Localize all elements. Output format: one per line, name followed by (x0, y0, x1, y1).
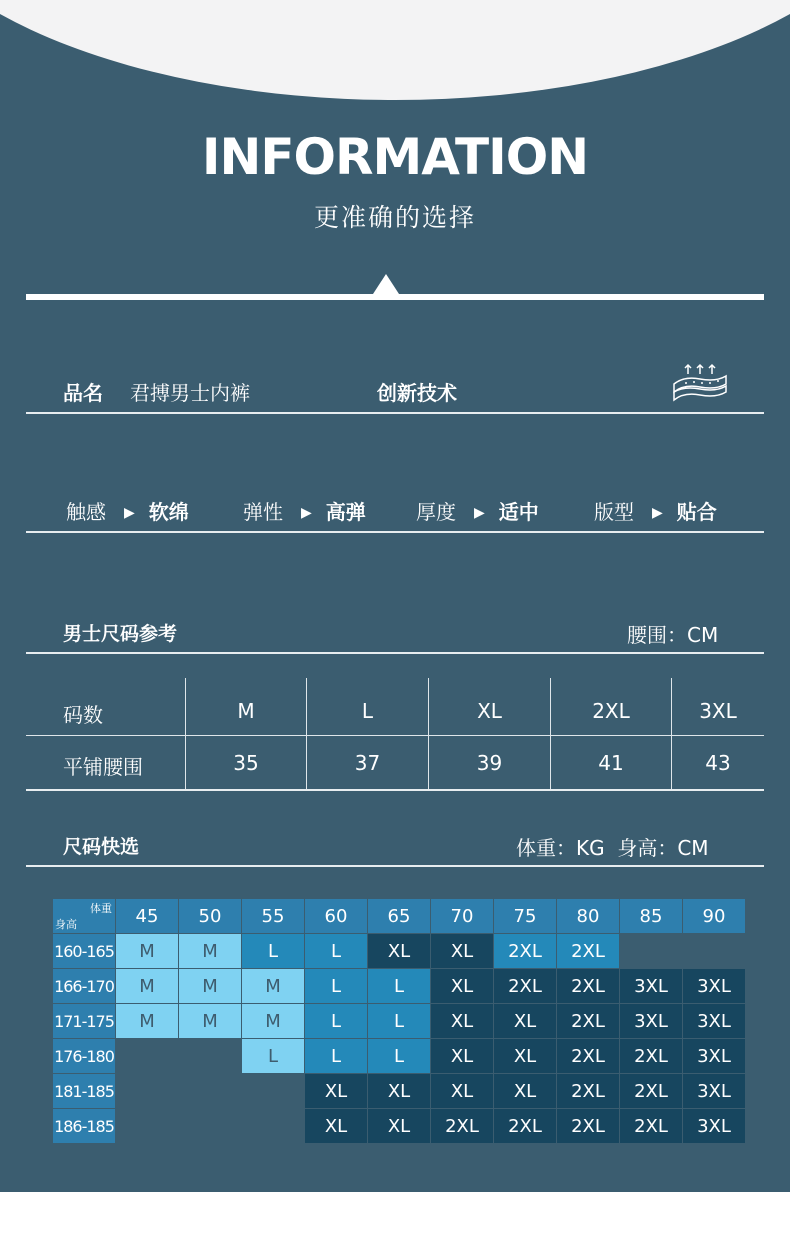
size-cell: XL (477, 699, 502, 723)
size-grid-cell (620, 934, 683, 969)
size-grid-cell: 3XL (683, 1074, 746, 1109)
quick-select-divider (26, 865, 764, 867)
feature-thickness-label: 厚度 (416, 500, 456, 524)
grid-row (53, 1004, 746, 1039)
size-grid-cell: 2XL (557, 1074, 620, 1109)
feature-elasticity (243, 496, 366, 525)
weight-header-cell: 60 (305, 899, 368, 934)
grid-row (53, 1109, 746, 1144)
size-quick-select-grid (52, 898, 746, 1144)
size-cell: 3XL (699, 699, 737, 723)
corner-height-label: 身高 (55, 918, 77, 931)
size-cell: L (361, 699, 374, 723)
waist-cell: 37 (354, 751, 381, 775)
size-grid-cell: L (305, 1004, 368, 1039)
size-grid-cell: 2XL (620, 1109, 683, 1144)
size-grid-cell: 2XL (620, 1074, 683, 1109)
size-grid-cell: M (116, 934, 179, 969)
size-grid-cell: XL (431, 1074, 494, 1109)
size-grid-cell: M (179, 1004, 242, 1039)
size-reference-unit: 腰围：CM (627, 623, 719, 647)
height-label-cell: 171-175 (53, 1004, 116, 1039)
weight-header-cell: 90 (683, 899, 746, 934)
size-grid-cell: M (242, 969, 305, 1004)
size-grid-cell: 3XL (620, 1004, 683, 1039)
size-grid-cell: XL (494, 1004, 557, 1039)
feature-fit (594, 496, 717, 525)
size-grid-cell: XL (368, 1074, 431, 1109)
product-name-label: 品名 (63, 381, 103, 405)
divider-pointer-icon (373, 274, 399, 294)
size-grid-cell: 2XL (557, 934, 620, 969)
size-grid-cell (116, 1074, 179, 1109)
weight-header-cell: 85 (620, 899, 683, 934)
play-arrow-icon: ▶ (301, 505, 312, 521)
grid-row (53, 934, 746, 969)
play-arrow-icon: ▶ (474, 505, 485, 521)
size-grid-cell: XL (368, 1109, 431, 1144)
table-row-divider (26, 735, 764, 736)
fabric-layers-icon (670, 362, 730, 402)
feature-thickness-value: 适中 (498, 500, 539, 524)
size-grid-cell: XL (431, 1039, 494, 1074)
page-subtitle: 更准确的选择 (313, 203, 476, 232)
corner-weight-label: 体重 (90, 902, 112, 915)
size-grid-cell: 2XL (431, 1109, 494, 1144)
size-grid-cell: 2XL (557, 1039, 620, 1074)
feature-fit-value: 贴合 (676, 500, 717, 524)
size-grid-cell: L (242, 934, 305, 969)
size-grid-cell: 2XL (494, 969, 557, 1004)
grid-row (53, 1074, 746, 1109)
height-label-cell: 181-185 (53, 1074, 116, 1109)
size-grid-cell: L (305, 969, 368, 1004)
title-divider (26, 294, 764, 300)
weight-header-cell: 75 (494, 899, 557, 934)
page-title: INFORMATION (201, 128, 589, 186)
size-grid-cell (242, 1109, 305, 1144)
size-table-bottom-divider (26, 789, 764, 791)
grid-row (53, 969, 746, 1004)
waist-cell: 41 (598, 751, 624, 775)
product-name-value: 君搏男士内裤 (130, 381, 250, 405)
product-divider (26, 412, 764, 414)
size-grid-cell: L (305, 1039, 368, 1074)
size-row-label: 码数 (63, 703, 103, 727)
size-grid-cell: 3XL (620, 969, 683, 1004)
size-grid-cell: 3XL (683, 1039, 746, 1074)
quick-select-title: 尺码快选 (63, 836, 140, 858)
size-grid-cell: M (179, 934, 242, 969)
size-grid-cell: 2XL (620, 1039, 683, 1074)
waist-cell: 35 (233, 751, 259, 775)
grid-row (53, 1039, 746, 1074)
size-grid-cell (242, 1074, 305, 1109)
features-divider (26, 531, 764, 533)
size-grid-cell: 2XL (494, 934, 557, 969)
grid-corner-cell (53, 899, 116, 934)
waist-row-label: 平铺腰围 (63, 755, 143, 779)
size-grid-cell: L (368, 969, 431, 1004)
size-grid-cell: M (116, 969, 179, 1004)
size-cell: M (237, 699, 255, 723)
size-grid-cell: L (368, 1004, 431, 1039)
feature-fit-label: 版型 (594, 500, 634, 524)
size-grid-cell: 2XL (494, 1109, 557, 1144)
waist-cell: 43 (705, 751, 731, 775)
size-grid-cell: M (116, 1004, 179, 1039)
size-grid-cell: XL (431, 934, 494, 969)
height-label-cell: 186-185 (53, 1109, 116, 1144)
play-arrow-icon: ▶ (124, 505, 135, 521)
grid-header-row (53, 899, 746, 934)
feature-touch-label: 触感 (66, 500, 106, 524)
height-label-cell: 160-165 (53, 934, 116, 969)
size-grid-cell (683, 934, 746, 969)
size-grid-cell: M (179, 969, 242, 1004)
feature-thickness (416, 496, 539, 525)
tech-label: 创新技术 (377, 381, 457, 405)
size-grid-cell: 3XL (683, 1109, 746, 1144)
feature-touch-value: 软绵 (148, 500, 189, 524)
size-reference-divider (26, 652, 764, 654)
size-grid-cell: 2XL (557, 969, 620, 1004)
size-reference-title: 男士尺码参考 (63, 623, 178, 645)
size-grid-cell: XL (305, 1109, 368, 1144)
weight-header-cell: 80 (557, 899, 620, 934)
weight-header-cell: 70 (431, 899, 494, 934)
weight-header-cell: 55 (242, 899, 305, 934)
size-cell: 2XL (592, 699, 630, 723)
weight-header-cell: 45 (116, 899, 179, 934)
size-grid-cell (116, 1039, 179, 1074)
size-grid-cell: 3XL (683, 1004, 746, 1039)
size-grid-cell: L (242, 1039, 305, 1074)
feature-touch (66, 496, 189, 525)
play-arrow-icon: ▶ (652, 505, 663, 521)
quick-select-unit: 体重：KG 身高：CM (516, 836, 709, 860)
size-grid-cell: XL (494, 1039, 557, 1074)
size-grid-cell: XL (431, 1004, 494, 1039)
size-grid-cell: XL (494, 1074, 557, 1109)
size-grid-cell: L (305, 934, 368, 969)
size-grid-cell: XL (305, 1074, 368, 1109)
size-grid-cell (116, 1109, 179, 1144)
size-grid-cell (179, 1074, 242, 1109)
size-grid-cell: XL (431, 969, 494, 1004)
size-grid-cell: 2XL (557, 1109, 620, 1144)
feature-elasticity-value: 高弹 (325, 500, 366, 524)
size-grid-cell (179, 1109, 242, 1144)
height-label-cell: 166-170 (53, 969, 116, 1004)
size-grid-cell: XL (368, 934, 431, 969)
size-grid-cell: 2XL (557, 1004, 620, 1039)
height-label-cell: 176-180 (53, 1039, 116, 1074)
waist-cell: 39 (476, 751, 503, 775)
size-grid-cell: 3XL (683, 969, 746, 1004)
size-grid-cell (179, 1039, 242, 1074)
weight-header-cell: 65 (368, 899, 431, 934)
weight-header-cell: 50 (179, 899, 242, 934)
size-grid-cell: L (368, 1039, 431, 1074)
feature-elasticity-label: 弹性 (243, 500, 283, 524)
size-grid-cell: M (242, 1004, 305, 1039)
